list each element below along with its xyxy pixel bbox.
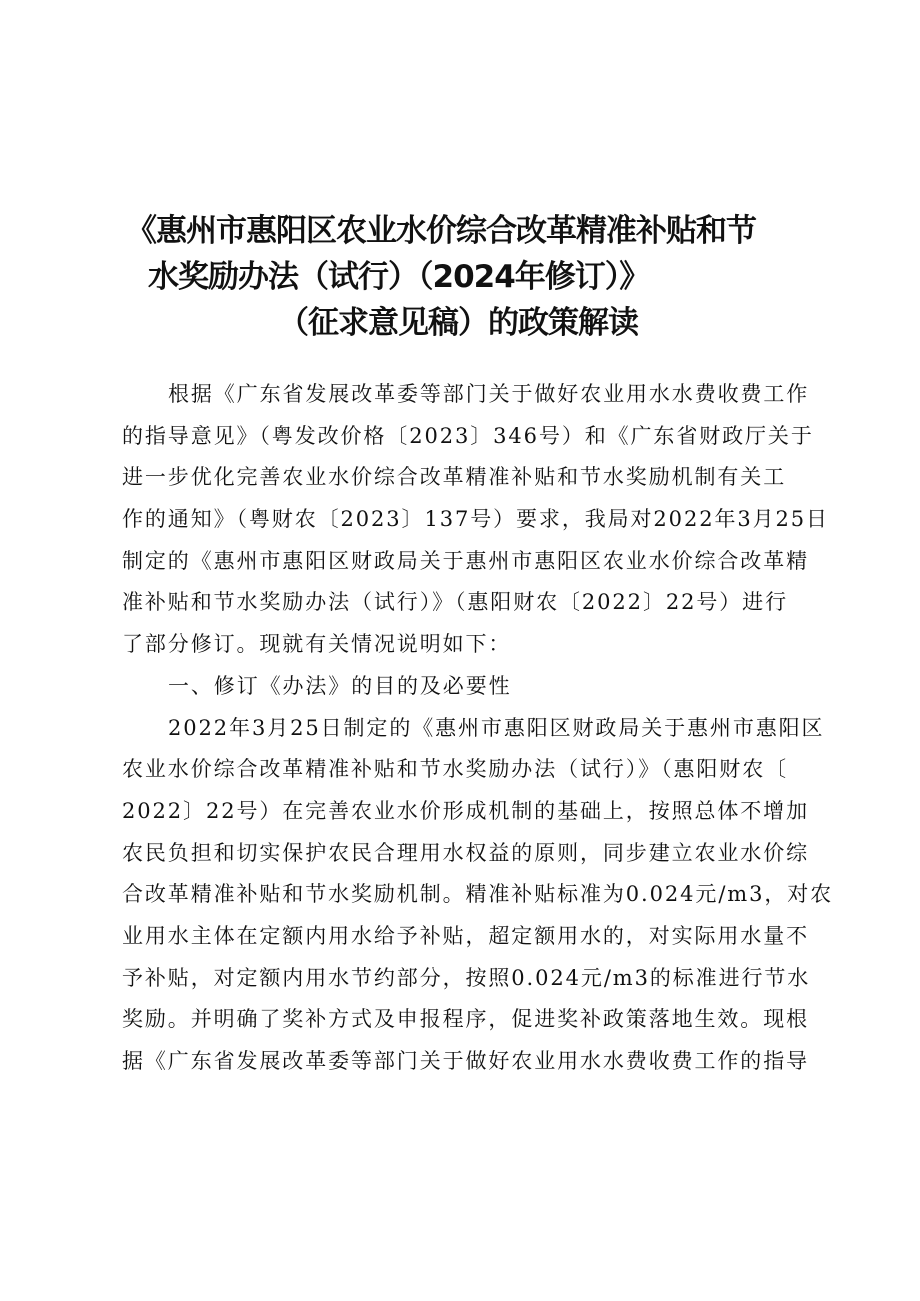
body-line: 据《广东省发展改革委等部门关于做好农业用水水费收费工作的指导 xyxy=(122,1049,809,1073)
body-line: 根据《广东省发展改革委等部门关于做好农业用水水费收费工作 xyxy=(168,382,810,406)
body-line: 制定的《惠州市惠阳区财政局关于惠州市惠阳区农业水价综合改革精 xyxy=(122,548,809,573)
body-line: 农民负担和切实保护农民合理用水权益的原则，同步建立农业水价综 xyxy=(122,840,809,865)
body-line: 准补贴和节水奖励办法（试行）》（惠阳财农〔2022〕22号）进行 xyxy=(122,590,788,615)
body-line: 的指导意见》（粤发改价格〔2023〕346号）和《广东省财政厅关于 xyxy=(122,423,814,448)
body-line: 业用水主体在定额内用水给予补贴，超定额用水的，对实际用水量不 xyxy=(122,923,809,948)
document-title-line-1: 《惠州市惠阳区农业水价综合改革精准补贴和节 xyxy=(126,213,756,249)
body-line: 予补贴，对定额内用水节约部分，按照0.024元/m3的标准进行节水 xyxy=(122,965,811,990)
body-line: 作的通知》（粤财农〔2023〕137号）要求，我局对2022年3月25日 xyxy=(122,507,829,532)
body-line: 农业水价综合改革精准补贴和节水奖励办法（试行）》（惠阳财农〔 xyxy=(122,757,788,782)
document-title-line-2: 水奖励办法（试行）（2024年修订）》 xyxy=(148,259,650,295)
body-line: 奖励。并明确了奖补方式及申报程序，促进奖补政策落地生效。现根 xyxy=(122,1007,809,1032)
body-line: 合改革精准补贴和节水奖励机制。精准补贴标准为0.024元/m3，对农 xyxy=(122,882,834,907)
section-heading: 一、修订《办法》的目的及必要性 xyxy=(168,673,512,698)
body-line: 进一步优化完善农业水价综合改革精准补贴和节水奖励机制有关工 xyxy=(122,465,787,490)
body-line: 2022〕22号）在完善农业水价形成机制的基础上，按照总体不增加 xyxy=(122,798,809,823)
body-line: 2022年3月25日制定的《惠州市惠阳区财政局关于惠州市惠阳区 xyxy=(168,715,825,740)
body-line: 了部分修订。现就有关情况说明如下： xyxy=(122,632,512,657)
document-body xyxy=(122,374,834,1083)
document-title-line-3: （征求意见稿）的政策解读 xyxy=(278,305,638,341)
